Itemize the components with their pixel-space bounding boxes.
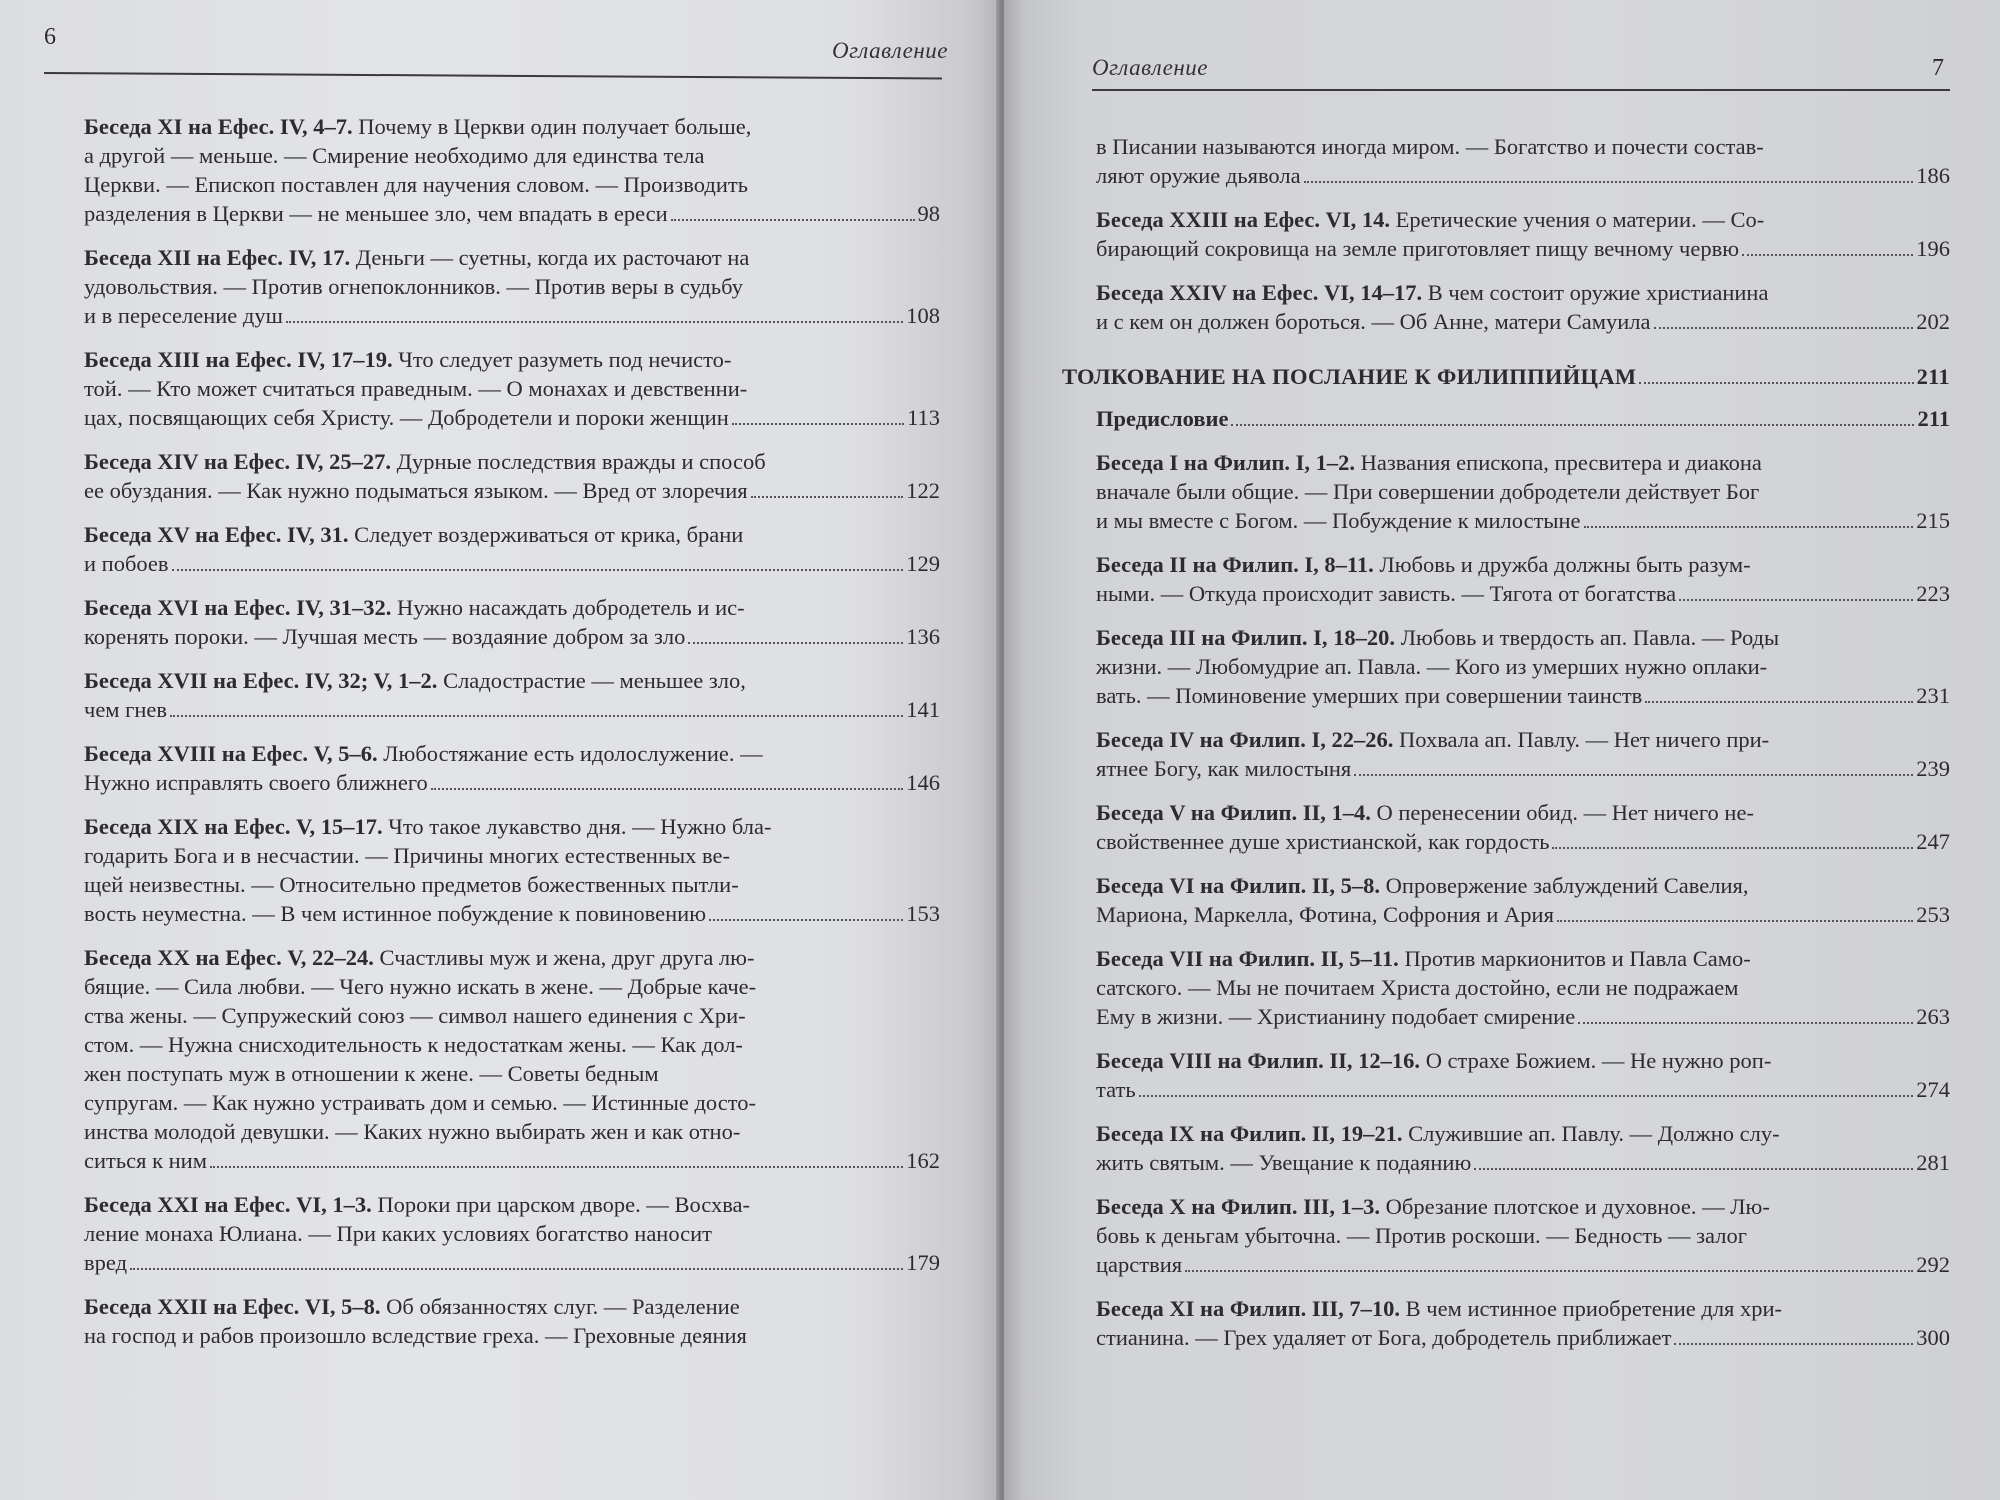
toc-entry-line [1096, 278, 1950, 307]
toc-entry-last-line [1096, 1323, 1950, 1352]
toc-entry [1096, 1192, 1950, 1279]
toc-entry-heading: Беседа I на Филип. I, 1–2. [1096, 450, 1356, 475]
dot-leader [172, 569, 904, 571]
toc-entry-line [84, 374, 940, 403]
toc-entry [84, 112, 940, 228]
toc-entry-last-line [84, 403, 940, 432]
toc-entry-text: Что следует разуметь под нечисто- [398, 347, 732, 372]
toc-page-number: 300 [1916, 1325, 1950, 1350]
toc-entry-last-line [1096, 1002, 1950, 1031]
toc-entry-last-line [84, 301, 940, 330]
toc-entry [84, 520, 940, 578]
toc-entry-text: вость неуместна. — В чем истинное побуждение к повиновению [84, 901, 707, 926]
page-number: 6 [44, 24, 56, 50]
toc-entry-heading: Беседа XXIV на Ефес. VI, 14–17. [1096, 280, 1423, 305]
toc-entry-heading: Беседа XI на Филип. III, 7–10. [1096, 1296, 1401, 1321]
running-head: Оглавление [1092, 55, 1209, 80]
toc-page-number: 196 [1916, 236, 1950, 261]
toc-entry-last-line [1062, 364, 1950, 390]
toc-entry-text: Пороки при царском дворе. — Восхва- [377, 1192, 751, 1217]
toc-entry-text: Об обязанностях слуг. — Разделение [386, 1294, 740, 1319]
dot-leader [1654, 327, 1914, 329]
toc-entry-line [84, 243, 940, 272]
toc-entry-text: Почему в Церкви один получает больше, [358, 114, 752, 139]
toc-entry-line [84, 1030, 940, 1059]
toc-entry-text: Нужно насаждать добродетель и ис- [397, 595, 745, 620]
toc-entry [1096, 944, 1950, 1031]
toc-entry-text: и в переселение душ [84, 303, 283, 328]
dot-leader [1584, 526, 1914, 528]
toc-entry-last-line [1096, 900, 1950, 929]
toc-entry-line [1096, 944, 1950, 973]
toc-entry-text: Мариона, Маркелла, Фотина, Софрония и Ария [1096, 902, 1554, 927]
toc-entry-line [1096, 871, 1950, 900]
toc-entry [1096, 623, 1950, 710]
toc-entry-text: удовольствия. — Против огнепоклонников. — Против веры в судьбу [84, 274, 743, 299]
toc-entry-text: О перенесении обид. — Нет ничего не- [1376, 800, 1754, 825]
dot-leader [170, 715, 903, 717]
toc-page-number: 122 [906, 478, 940, 503]
toc-page-number: 146 [906, 770, 940, 795]
toc-entry-last-line [1096, 827, 1950, 856]
toc-entry-text: Против маркионитов и Павла Само- [1404, 946, 1751, 971]
toc-list [84, 112, 940, 1365]
dot-leader [1679, 599, 1913, 601]
toc-entry-text: вред [84, 1250, 128, 1275]
preface-entry [1096, 404, 1950, 433]
toc-list [1062, 132, 1950, 1367]
toc-entry-line [84, 943, 940, 972]
toc-entry-line [84, 520, 940, 549]
toc-entry-text: жен поступать муж в отношении к жене. — Советы бедным [84, 1061, 659, 1086]
toc-page-number: 274 [1916, 1077, 1950, 1102]
toc-entry-text: Ему в жизни. — Христианину подобает смирение [1096, 1004, 1576, 1029]
dot-leader [732, 423, 904, 425]
toc-entry [1096, 1294, 1950, 1352]
toc-entry-text: в Писании называются иногда миром. — Богатство и почести состав- [1096, 134, 1764, 159]
toc-entry-text: Что такое лукавство дня. — Нужно бла- [388, 814, 772, 839]
toc-entry-text: сатского. — Мы не почитаем Христа достойно, если не подражаем [1096, 975, 1739, 1000]
toc-page-number: 129 [906, 551, 940, 576]
toc-entry-text: на господ и рабов произошло вследствие греха. — Греховные деяния [84, 1323, 747, 1348]
toc-entry-heading: Беседа XV на Ефес. IV, 31. [84, 522, 349, 547]
toc-page-number: 211 [1917, 406, 1950, 431]
toc-entry-line [84, 447, 940, 476]
toc-entry-line [1096, 1119, 1950, 1148]
toc-entry-text: Названия епископа, пресвитера и диакона [1360, 450, 1762, 475]
toc-entry-text: супругам. — Как нужно устраивать дом и семью. — Истинные досто- [84, 1090, 756, 1115]
toc-entry-heading: Беседа XIX на Ефес. V, 15–17. [84, 814, 383, 839]
toc-entry-line [84, 272, 940, 301]
toc-entry-last-line [1096, 1250, 1950, 1279]
toc-entry-heading: Беседа VI на Филип. II, 5–8. [1096, 873, 1381, 898]
toc-entry-heading: Беседа XVI на Ефес. IV, 31–32. [84, 595, 392, 620]
toc-entry-text: Любостяжание есть идолослужение. — [383, 741, 763, 766]
dot-leader [1231, 424, 1914, 426]
toc-entry-text: Любовь и твердость ап. Павла. — Роды [1400, 625, 1780, 650]
dot-leader [1185, 1270, 1913, 1272]
toc-entry [1096, 448, 1950, 535]
toc-entry-line [84, 1059, 940, 1088]
toc-entry-heading: Беседа IX на Филип. II, 19–21. [1096, 1121, 1403, 1146]
toc-entry [1096, 1046, 1950, 1104]
toc-entry-last-line [84, 622, 940, 651]
dot-leader [709, 919, 903, 921]
toc-entry-last-line [1096, 1075, 1950, 1104]
toc-entry-line [84, 1219, 940, 1248]
toc-entry-line [84, 812, 940, 841]
toc-entry [84, 666, 940, 724]
toc-entry-line [84, 841, 940, 870]
toc-entry-text: годарить Бога и в несчастии. — Причины многих естественных ве- [84, 843, 730, 868]
dot-leader [1552, 847, 1913, 849]
toc-page-number: 211 [1916, 364, 1950, 389]
toc-page-number: 263 [1916, 1004, 1950, 1029]
toc-entry-text: ТОЛКОВАНИЕ НА ПОСЛАНИЕ К ФИЛИППИЙЦАМ [1062, 364, 1637, 389]
toc-entry-line [84, 593, 940, 622]
toc-entry-heading: Беседа XVIII на Ефес. V, 5–6. [84, 741, 378, 766]
dot-leader [688, 642, 903, 644]
dot-leader [751, 496, 904, 498]
toc-entry-heading: Беседа XXIII на Ефес. VI, 14. [1096, 207, 1391, 232]
right-page [1004, 0, 2000, 1500]
toc-entry [1096, 132, 1950, 190]
dot-leader [671, 219, 915, 221]
toc-entry-line [1096, 1294, 1950, 1323]
toc-entry-line [1096, 973, 1950, 1002]
toc-entry-text: стианина. — Грех удаляет от Бога, добродетель приближает [1096, 1325, 1672, 1350]
dot-leader [1639, 382, 1913, 384]
header-rule [1092, 89, 1950, 91]
toc-page-number: 281 [1916, 1150, 1950, 1175]
toc-entry-text: инства молодой девушки. — Каких нужно выбирать жен и как отно- [84, 1119, 741, 1144]
toc-entry [1096, 725, 1950, 783]
section-title [1062, 364, 1950, 390]
toc-page-number: 136 [906, 624, 940, 649]
toc-entry-text: Деньги — суетны, когда их расточают на [355, 245, 750, 270]
toc-entry-last-line [84, 695, 940, 724]
toc-entry-line [1096, 798, 1950, 827]
toc-entry-last-line [1096, 404, 1950, 433]
toc-entry-text: ства жены. — Супружеский союз — символ нашего единения с Хри- [84, 1003, 746, 1028]
toc-entry-text: ляют оружие дьявола [1096, 163, 1301, 188]
toc-entry-text: бовь к деньгам убыточна. — Против роскоши. — Бедность — залог [1096, 1223, 1747, 1248]
toc-entry-text: Любовь и дружба должны быть разум- [1379, 552, 1751, 577]
toc-entry-heading: Беседа XI на Ефес. IV, 4–7. [84, 114, 353, 139]
toc-entry-line [1096, 623, 1950, 652]
toc-entry-text: Служившие ап. Павлу. — Должно слу- [1408, 1121, 1780, 1146]
toc-entry [1096, 550, 1950, 608]
toc-page-number: 239 [1916, 756, 1950, 781]
toc-entry-heading: Беседа XVII на Ефес. IV, 32; V, 1–2. [84, 668, 438, 693]
toc-entry-line [84, 170, 940, 199]
toc-entry-last-line [84, 899, 940, 928]
toc-entry [1096, 1119, 1950, 1177]
dot-leader [1645, 701, 1913, 703]
toc-entry-text: свойственнее душе христианской, как гордость [1096, 829, 1550, 854]
toc-entry-text: В чем истинное приобретение для хри- [1405, 1296, 1783, 1321]
toc-entry-heading: Беседа XIII на Ефес. IV, 17–19. [84, 347, 393, 372]
toc-entry-line [1096, 550, 1950, 579]
toc-entry-last-line [1096, 307, 1950, 336]
toc-page-number: 179 [906, 1250, 940, 1275]
toc-entry-heading: Беседа II на Филип. I, 8–11. [1096, 552, 1374, 577]
toc-entry-line [84, 112, 940, 141]
toc-entry-heading: Беседа XXI на Ефес. VI, 1–3. [84, 1192, 372, 1217]
toc-entry-last-line [1096, 234, 1950, 263]
toc-entry-text: и мы вместе с Богом. — Побуждение к милостыне [1096, 508, 1581, 533]
toc-entry-text: Дурные последствия вражды и способ [396, 449, 766, 474]
toc-entry-last-line [84, 476, 940, 505]
toc-entry-last-line [1096, 579, 1950, 608]
dot-leader [1354, 774, 1913, 776]
toc-entry-last-line [1096, 681, 1950, 710]
dot-leader [1474, 1168, 1913, 1170]
dot-leader [1674, 1343, 1913, 1345]
toc-entry-last-line [1096, 754, 1950, 783]
toc-entry-text: Предисловие [1096, 406, 1229, 431]
toc-entry-text: щей неизвестны. — Относительно предметов божественных пытли- [84, 872, 739, 897]
toc-entry-heading: Беседа III на Филип. I, 18–20. [1096, 625, 1396, 650]
toc-entry-text: царствия [1096, 1252, 1183, 1277]
toc-entry [1096, 205, 1950, 263]
toc-entry-text: Следует воздерживаться от крика, брани [354, 522, 744, 547]
toc-entry-line [1096, 652, 1950, 681]
toc-entry-line [84, 1190, 940, 1219]
toc-entry-line [1096, 132, 1950, 161]
dot-leader [1578, 1022, 1913, 1024]
toc-entry-text: Похвала ап. Павлу. — Нет ничего при- [1399, 727, 1770, 752]
toc-entry [84, 943, 940, 1175]
toc-entry-line [84, 870, 940, 899]
toc-entry-text: бирающий сокровища на земле приготовляет пищу вечному червю [1096, 236, 1740, 261]
toc-page-number: 202 [1916, 309, 1950, 334]
toc-entry-heading: Беседа VIII на Филип. II, 12–16. [1096, 1048, 1421, 1073]
toc-entry-heading: Беседа XIV на Ефес. IV, 25–27. [84, 449, 391, 474]
running-head: Оглавление [832, 38, 949, 63]
dot-leader [1139, 1095, 1914, 1097]
toc-entry-line [84, 141, 940, 170]
toc-entry-last-line [84, 1146, 940, 1175]
toc-entry [84, 345, 940, 432]
toc-entry-last-line [84, 1248, 940, 1277]
toc-page-number: 108 [906, 303, 940, 328]
toc-entry-line [84, 972, 940, 1001]
toc-entry-text: ление монаха Юлиана. — При каких условиях богатство наносит [84, 1221, 713, 1246]
toc-entry-text: Счастливы муж и жена, друг друга лю- [379, 945, 755, 970]
toc-page-number: 292 [1916, 1252, 1950, 1277]
toc-page-number: 253 [1916, 902, 1950, 927]
toc-entry-text: жить святым. — Увещание к подаянию [1096, 1150, 1472, 1175]
toc-entry [84, 739, 940, 797]
toc-entry-line [84, 1117, 940, 1146]
toc-entry-text: ее обуздания. — Как нужно подыматься языком. — Вред от злоречия [84, 478, 748, 503]
toc-entry-text: тать [1096, 1077, 1136, 1102]
dot-leader [1557, 920, 1913, 922]
dot-leader [130, 1268, 903, 1270]
toc-entry-heading: Беседа XX на Ефес. V, 22–24. [84, 945, 374, 970]
toc-entry-last-line [84, 199, 940, 228]
toc-entry-text: Еретические учения о материи. — Со- [1395, 207, 1765, 232]
toc-entry-text: и с кем он должен бороться. — Об Анне, матери Самуила [1096, 309, 1651, 334]
toc-entry-text: цах, посвящающих себя Христу. — Добродетели и пороки женщин [84, 405, 729, 430]
toc-entry-line [1096, 725, 1950, 754]
toc-entry-text: Опровержение заблуждений Савелия, [1385, 873, 1749, 898]
toc-page-number: 186 [1916, 163, 1950, 188]
toc-entry [1096, 871, 1950, 929]
toc-page-number: 247 [1916, 829, 1950, 854]
dot-leader [431, 788, 903, 790]
toc-entry-text: стом. — Нужна снисходительность к недостаткам жены. — Как дол- [84, 1032, 743, 1057]
toc-entry-text: Сладострастие — меньшее зло, [443, 668, 746, 693]
toc-entry [84, 812, 940, 928]
toc-entry-line [1096, 205, 1950, 234]
toc-page-number: 162 [906, 1148, 940, 1173]
toc-entry-text: ятнее Богу, как милостыня [1096, 756, 1352, 781]
toc-entry-last-line [84, 549, 940, 578]
toc-entry-line [84, 1088, 940, 1117]
toc-entry [84, 447, 940, 505]
toc-entry-last-line [1096, 1148, 1950, 1177]
toc-entry-text: ными. — Откуда происходит зависть. — Тягота от богатства [1096, 581, 1677, 606]
toc-entry-text: коренять пороки. — Лучшая месть — воздаяние добром за зло [84, 624, 686, 649]
toc-entry-text: Нужно исправлять своего ближнего [84, 770, 428, 795]
toc-entry-heading: Беседа XXII на Ефес. VI, 5–8. [84, 1294, 381, 1319]
toc-page-number: 113 [907, 405, 940, 430]
toc-entry-line [84, 739, 940, 768]
toc-entry-last-line [1096, 161, 1950, 190]
toc-page-number: 215 [1916, 508, 1950, 533]
toc-entry-last-line [1096, 506, 1950, 535]
toc-entry-text: вначале были общие. — При совершении добродетели действует Бог [1096, 479, 1760, 504]
toc-entry-text: жизни. — Любомудрие ап. Павла. — Кого из умерших нужно оплаки- [1096, 654, 1768, 679]
toc-entry-text: О страхе Божием. — Не нужно роп- [1425, 1048, 1772, 1073]
toc-entry-line [84, 1321, 940, 1350]
toc-page-number: 153 [906, 901, 940, 926]
toc-entry-text: В чем состоит оружие христианина [1427, 280, 1769, 305]
toc-entry-line [84, 1292, 940, 1321]
toc-entry [84, 1190, 940, 1277]
toc-entry-line [1096, 1221, 1950, 1250]
toc-entry-heading: Беседа IV на Филип. I, 22–26. [1096, 727, 1394, 752]
toc-page-number: 141 [906, 697, 940, 722]
dot-leader [1304, 181, 1914, 183]
toc-entry-line [1096, 1192, 1950, 1221]
toc-entry [1096, 278, 1950, 336]
toc-entry-heading: Беседа V на Филип. II, 1–4. [1096, 800, 1371, 825]
toc-entry-heading: Беседа XII на Ефес. IV, 17. [84, 245, 351, 270]
toc-entry-text: ситься к ним [84, 1148, 207, 1173]
toc-entry-heading: Беседа X на Филип. III, 1–3. [1096, 1194, 1381, 1219]
toc-page-number: 98 [917, 201, 940, 226]
toc-entry-text: и побоев [84, 551, 169, 576]
toc-entry-heading: Беседа VII на Филип. II, 5–11. [1096, 946, 1399, 971]
page-number: 7 [1932, 55, 1944, 81]
toc-entry [1096, 798, 1950, 856]
toc-entry-last-line [84, 768, 940, 797]
toc-entry [84, 1292, 940, 1350]
toc-entry-line [84, 345, 940, 374]
dot-leader [286, 321, 903, 323]
toc-entry-line [1096, 1046, 1950, 1075]
toc-entry-text: бящие. — Сила любви. — Чего нужно искать в жене. — Добрые каче- [84, 974, 757, 999]
toc-page-number: 231 [1916, 683, 1950, 708]
toc-entry-line [1096, 448, 1950, 477]
toc-entry-text: разделения в Церкви — не меньшее зло, чем впадать в ереси [84, 201, 668, 226]
header-rule [44, 72, 942, 79]
toc-entry-text: чем гнев [84, 697, 168, 722]
toc-entry-text: Обрезание плотское и духовное. — Лю- [1385, 1194, 1770, 1219]
toc-page-number: 223 [1916, 581, 1950, 606]
dot-leader [1742, 254, 1913, 256]
toc-entry-text: той. — Кто может считаться праведным. — О монахах и девственни- [84, 376, 748, 401]
toc-entry-text: Церкви. — Епископ поставлен для научения словом. — Производить [84, 172, 748, 197]
toc-entry [84, 243, 940, 330]
toc-entry [84, 593, 940, 651]
toc-entry-text: вать. — Поминовение умерших при совершении таинств [1096, 683, 1643, 708]
dot-leader [210, 1166, 903, 1168]
toc-entry-line [1096, 477, 1950, 506]
toc-entry-line [84, 1001, 940, 1030]
toc-entry-line [84, 666, 940, 695]
toc-entry-text: а другой — меньше. — Смирение необходимо для единства тела [84, 143, 705, 168]
